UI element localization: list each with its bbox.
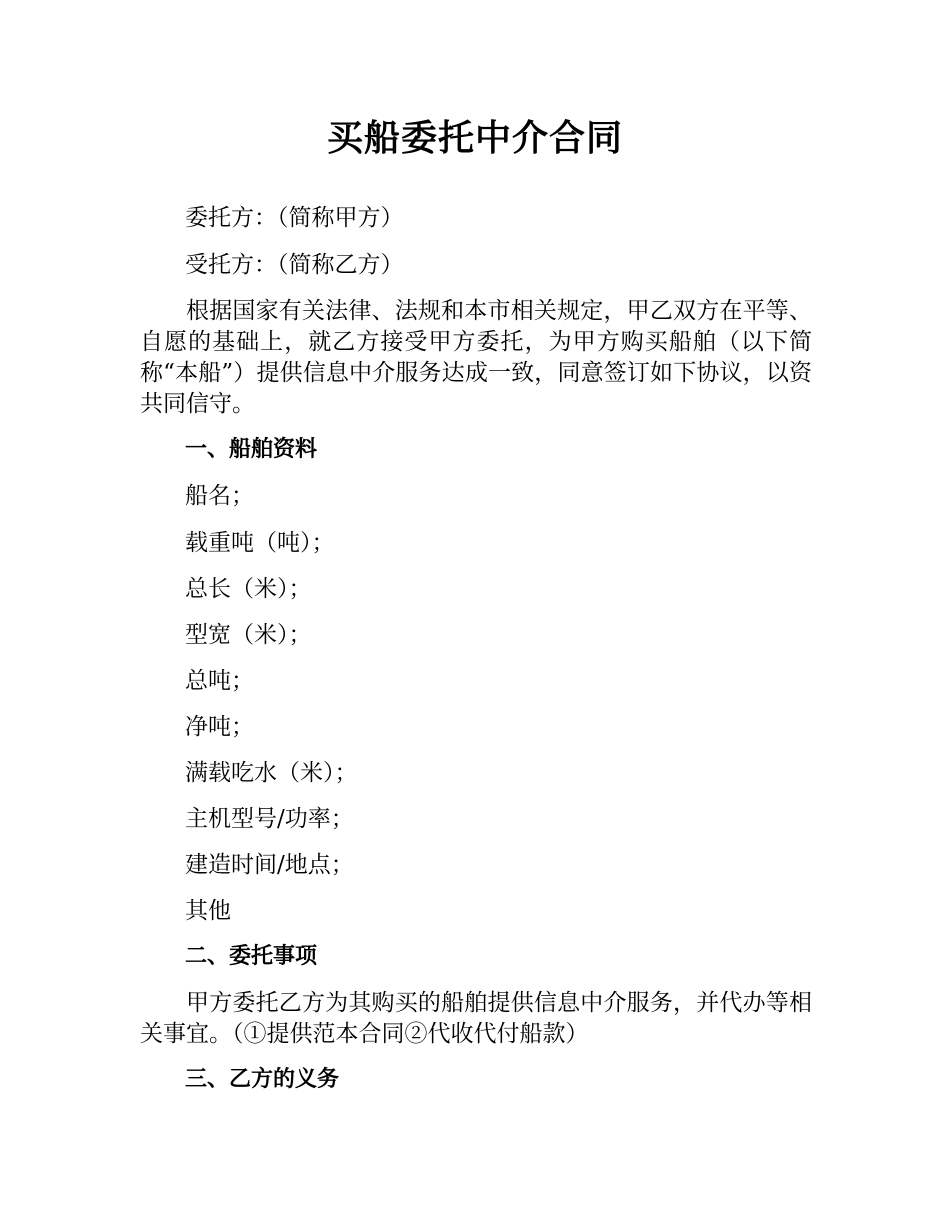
- section-3-heading: 三、乙方的义务: [185, 1067, 340, 1092]
- ship-info-item-deadweight: 载重吨（吨）；: [185, 530, 335, 556]
- document-title: 买船委托中介合同: [326, 118, 623, 159]
- ship-info-item-breadth: 型宽（米）；: [185, 622, 312, 648]
- ship-info-item-build: 建造时间/地点；: [185, 852, 354, 878]
- ship-info-item-name: 船名；: [185, 483, 254, 509]
- agent-party-line: 受托方：（简称乙方）: [185, 252, 404, 278]
- preamble-paragraph: 根据国家有关法律、法规和本市相关规定，甲乙双方在平等、自愿的基础上，就乙方接受甲方委托，为甲方购买船舶（以下简称“本船”）提供信息中介服务达成一致，同意签订如下协议，以资共同信守。: [140, 298, 812, 417]
- ship-info-item-length: 总长（米）；: [185, 576, 312, 602]
- ship-info-item-gross-tonnage: 总吨；: [185, 668, 254, 694]
- section-2-body: 甲方委托乙方为其购买的船舶提供信息中介服务，并代办等相关事宜。（①提供范本合同②代收代付船款）: [140, 990, 812, 1047]
- client-party-line: 委托方：（简称甲方）: [185, 205, 404, 231]
- section-2-heading: 二、委托事项: [185, 944, 318, 969]
- ship-info-item-draft: 满载吃水（米）；: [185, 760, 358, 786]
- section-1-heading: 一、船舶资料: [185, 437, 318, 462]
- ship-info-item-other: 其他: [185, 898, 231, 924]
- ship-info-item-net-tonnage: 净吨；: [185, 714, 254, 740]
- ship-info-item-engine: 主机型号/功率；: [185, 806, 354, 832]
